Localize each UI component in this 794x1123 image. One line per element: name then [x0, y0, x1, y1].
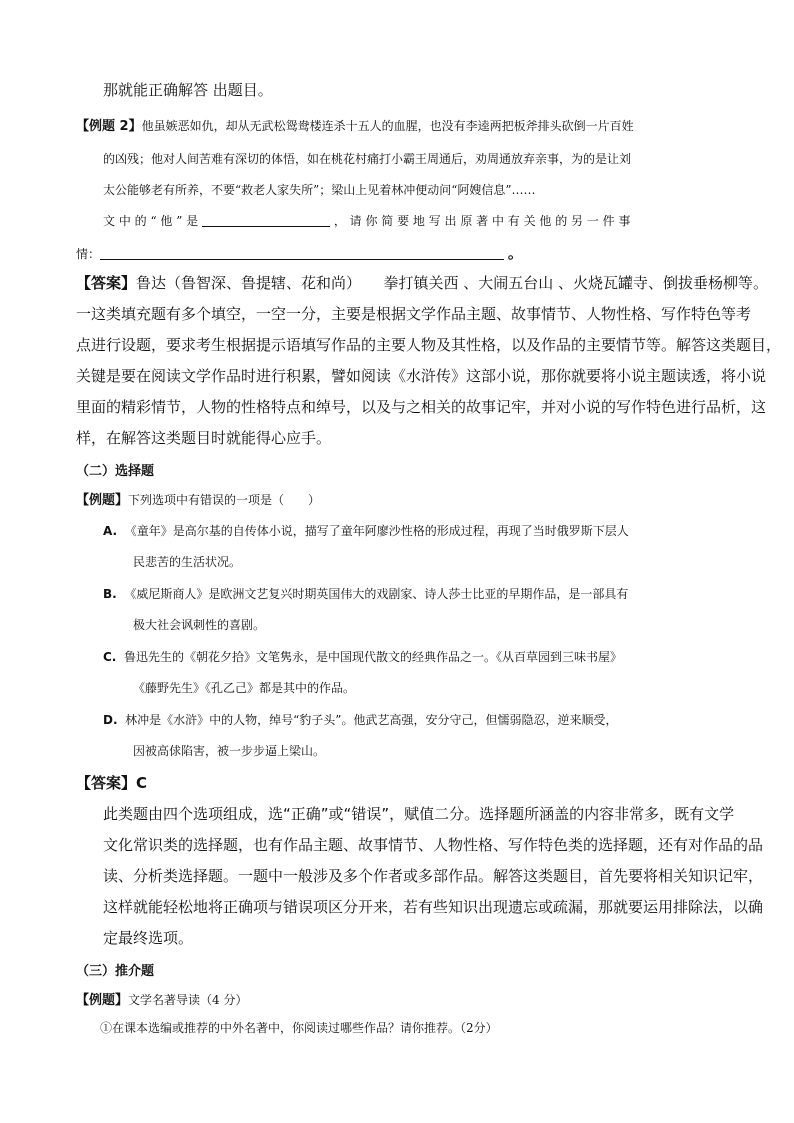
option-a-text-1: 《童年》是高尔基的自传体小说，描写了童年阿廖沙性格的形成过程，再现了当时俄罗斯下层人: [124, 524, 629, 538]
option-b-line-1[interactable]: [103, 585, 628, 602]
example2-first-line: [76, 115, 634, 134]
option-c-line-2: 《藤野先生》《孔乙己》都是其中的作品。: [133, 681, 356, 695]
example-mc-label: 【例题】: [76, 493, 129, 508]
example3-line: [76, 989, 247, 1008]
answer-mc-label: 【答案】: [76, 774, 137, 792]
option-b-letter: B.: [103, 587, 117, 601]
section-title-choice: （二）选择题: [76, 464, 155, 479]
example2-question-line-2: [76, 242, 523, 263]
answer-mc-explain-5: 定最终选项。: [103, 929, 194, 947]
answer2-text: 鲁达（鲁智深、鲁提辖、花和尚） 拳打镇关西 、大闹五台山 、火烧瓦罐寺、倒拔垂杨柳等。: [136, 274, 769, 292]
answer-mc-line: [76, 772, 147, 793]
answer2-label: 【答案】: [76, 274, 137, 292]
answer-mc-value: C: [136, 774, 148, 792]
section-title-recommend: （三）推介题: [76, 964, 155, 979]
example-mc-line: [76, 489, 320, 508]
answer-mc-explain-1: 此类题由四个选项组成，选“正确”或“错误”，赋值二分。选择题所涵盖的内容非常多，既有文学: [103, 805, 735, 823]
example2-line-3: 太公能够老有所养，不要“救老人家失所”；梁山上见着林冲便动问“阿嫂信息”……: [103, 183, 536, 197]
option-a-line-1[interactable]: [103, 522, 629, 539]
example2-line-1: 他虽嫉恶如仇，却从无武松鸳鸯楼连杀十五人的血腥，也没有李逵两把板斧排头砍倒一片百姓: [141, 119, 634, 133]
answer2-explain-4: 里面的精彩情节，人物的性格特点和绰号，以及与之相关的故事记牢，并对小说的写作特色进行品析，这: [76, 398, 767, 416]
option-b-text-1: 《威尼斯商人》是欧洲文艺复兴时期英国伟大的戏剧家、诗人莎士比亚的早期作品，是一部具有: [124, 587, 629, 601]
example2-line-2: 的凶残；他对人间苦难有深切的体悟，如在桃花村痛打小霸王周通后，劝周通放弃亲事，为的是让刘: [103, 152, 632, 166]
option-b-line-2: 极大社会讽刺性的喜剧。: [133, 618, 266, 632]
answer-mc-explain-2: 文化常识类的选择题，也有作品主题、故事情节、人物性格、写作特色类的选择题，还有对作品的品: [103, 836, 764, 854]
option-a-letter: A.: [103, 524, 118, 538]
example3-sub: ①在课本选编或推荐的中外名著中，你阅读过哪些作品？请你推荐。（2分）: [100, 1021, 498, 1035]
answer2-explain-5: 样，在解答这类题目时就能得心应手。: [76, 429, 332, 447]
question-line2-prefix: 情：: [76, 247, 101, 261]
question-prefix: 文 中 的 “ 他 ” 是: [103, 214, 199, 228]
answer2-explain-3: 关键是要在阅读文学作品时进行积累，譬如阅读《水浒传》这部小说，那你就要将小说主题读透，将小说: [76, 367, 767, 385]
option-d-letter: D.: [103, 713, 118, 727]
option-c-line-1[interactable]: [103, 648, 622, 665]
option-c-letter: C.: [103, 650, 117, 664]
example3-label: 【例题】: [76, 993, 129, 1008]
example2-question-line-1: [103, 212, 631, 229]
answer-mc-explain-3: 读、分析类选择题。一题中一般涉及多个作者或多部作品。解答这类题目，首先要将相关知识记牢，: [103, 867, 764, 885]
answer-blank-story[interactable]: [100, 245, 504, 260]
example-mc-question: 下列选项中有错误的一项是（ ）: [128, 493, 321, 507]
question-line2-end: 。: [507, 244, 523, 262]
option-d-text-1: 林冲是《水浒》中的人物，绰号“豹子头”。他武艺高强，安分守己，但懦弱隐忍，逆来顺受，: [125, 713, 618, 727]
option-d-line-2: 因被高俅陷害，被一步步逼上梁山。: [133, 744, 326, 758]
option-d-line-1[interactable]: [103, 711, 617, 728]
option-a-line-2: 民悲苦的生活状况。: [133, 555, 242, 569]
continuation-line: 那就能正确解答 出题目。: [103, 81, 273, 99]
answer2-explain-2: 点进行设题，要求考生根据提示语填写作品的主要人物及其性格，以及作品的主要情节等。解答这类题目，: [76, 336, 782, 354]
answer2-line: [76, 272, 768, 293]
answer-mc-explain-4: 这样就能轻松地将正确项与错误项区分开来，若有些知识出现遗忘或疏漏，那就要运用排除法，以确: [103, 898, 764, 916]
answer-blank-who[interactable]: [202, 212, 330, 227]
example2-label: 【例题 2】: [76, 119, 142, 134]
question-suffix: ， 请 你 简 要 地 写 出 原 著 中 有 关 他 的 另 一 件 事: [333, 214, 631, 228]
example3-text: 文学名著导读（4 分）: [128, 993, 248, 1007]
answer2-explain-1: 一这类填充题有多个填空，一空一分，主要是根据文学作品主题、故事情节、人物性格、写作特色等考: [76, 305, 752, 323]
option-c-text-1: 鲁迅先生的《朝花夕拾》文笔隽永，是中国现代散文的经典作品之一。《从百草园到三味书屋》: [124, 650, 623, 664]
